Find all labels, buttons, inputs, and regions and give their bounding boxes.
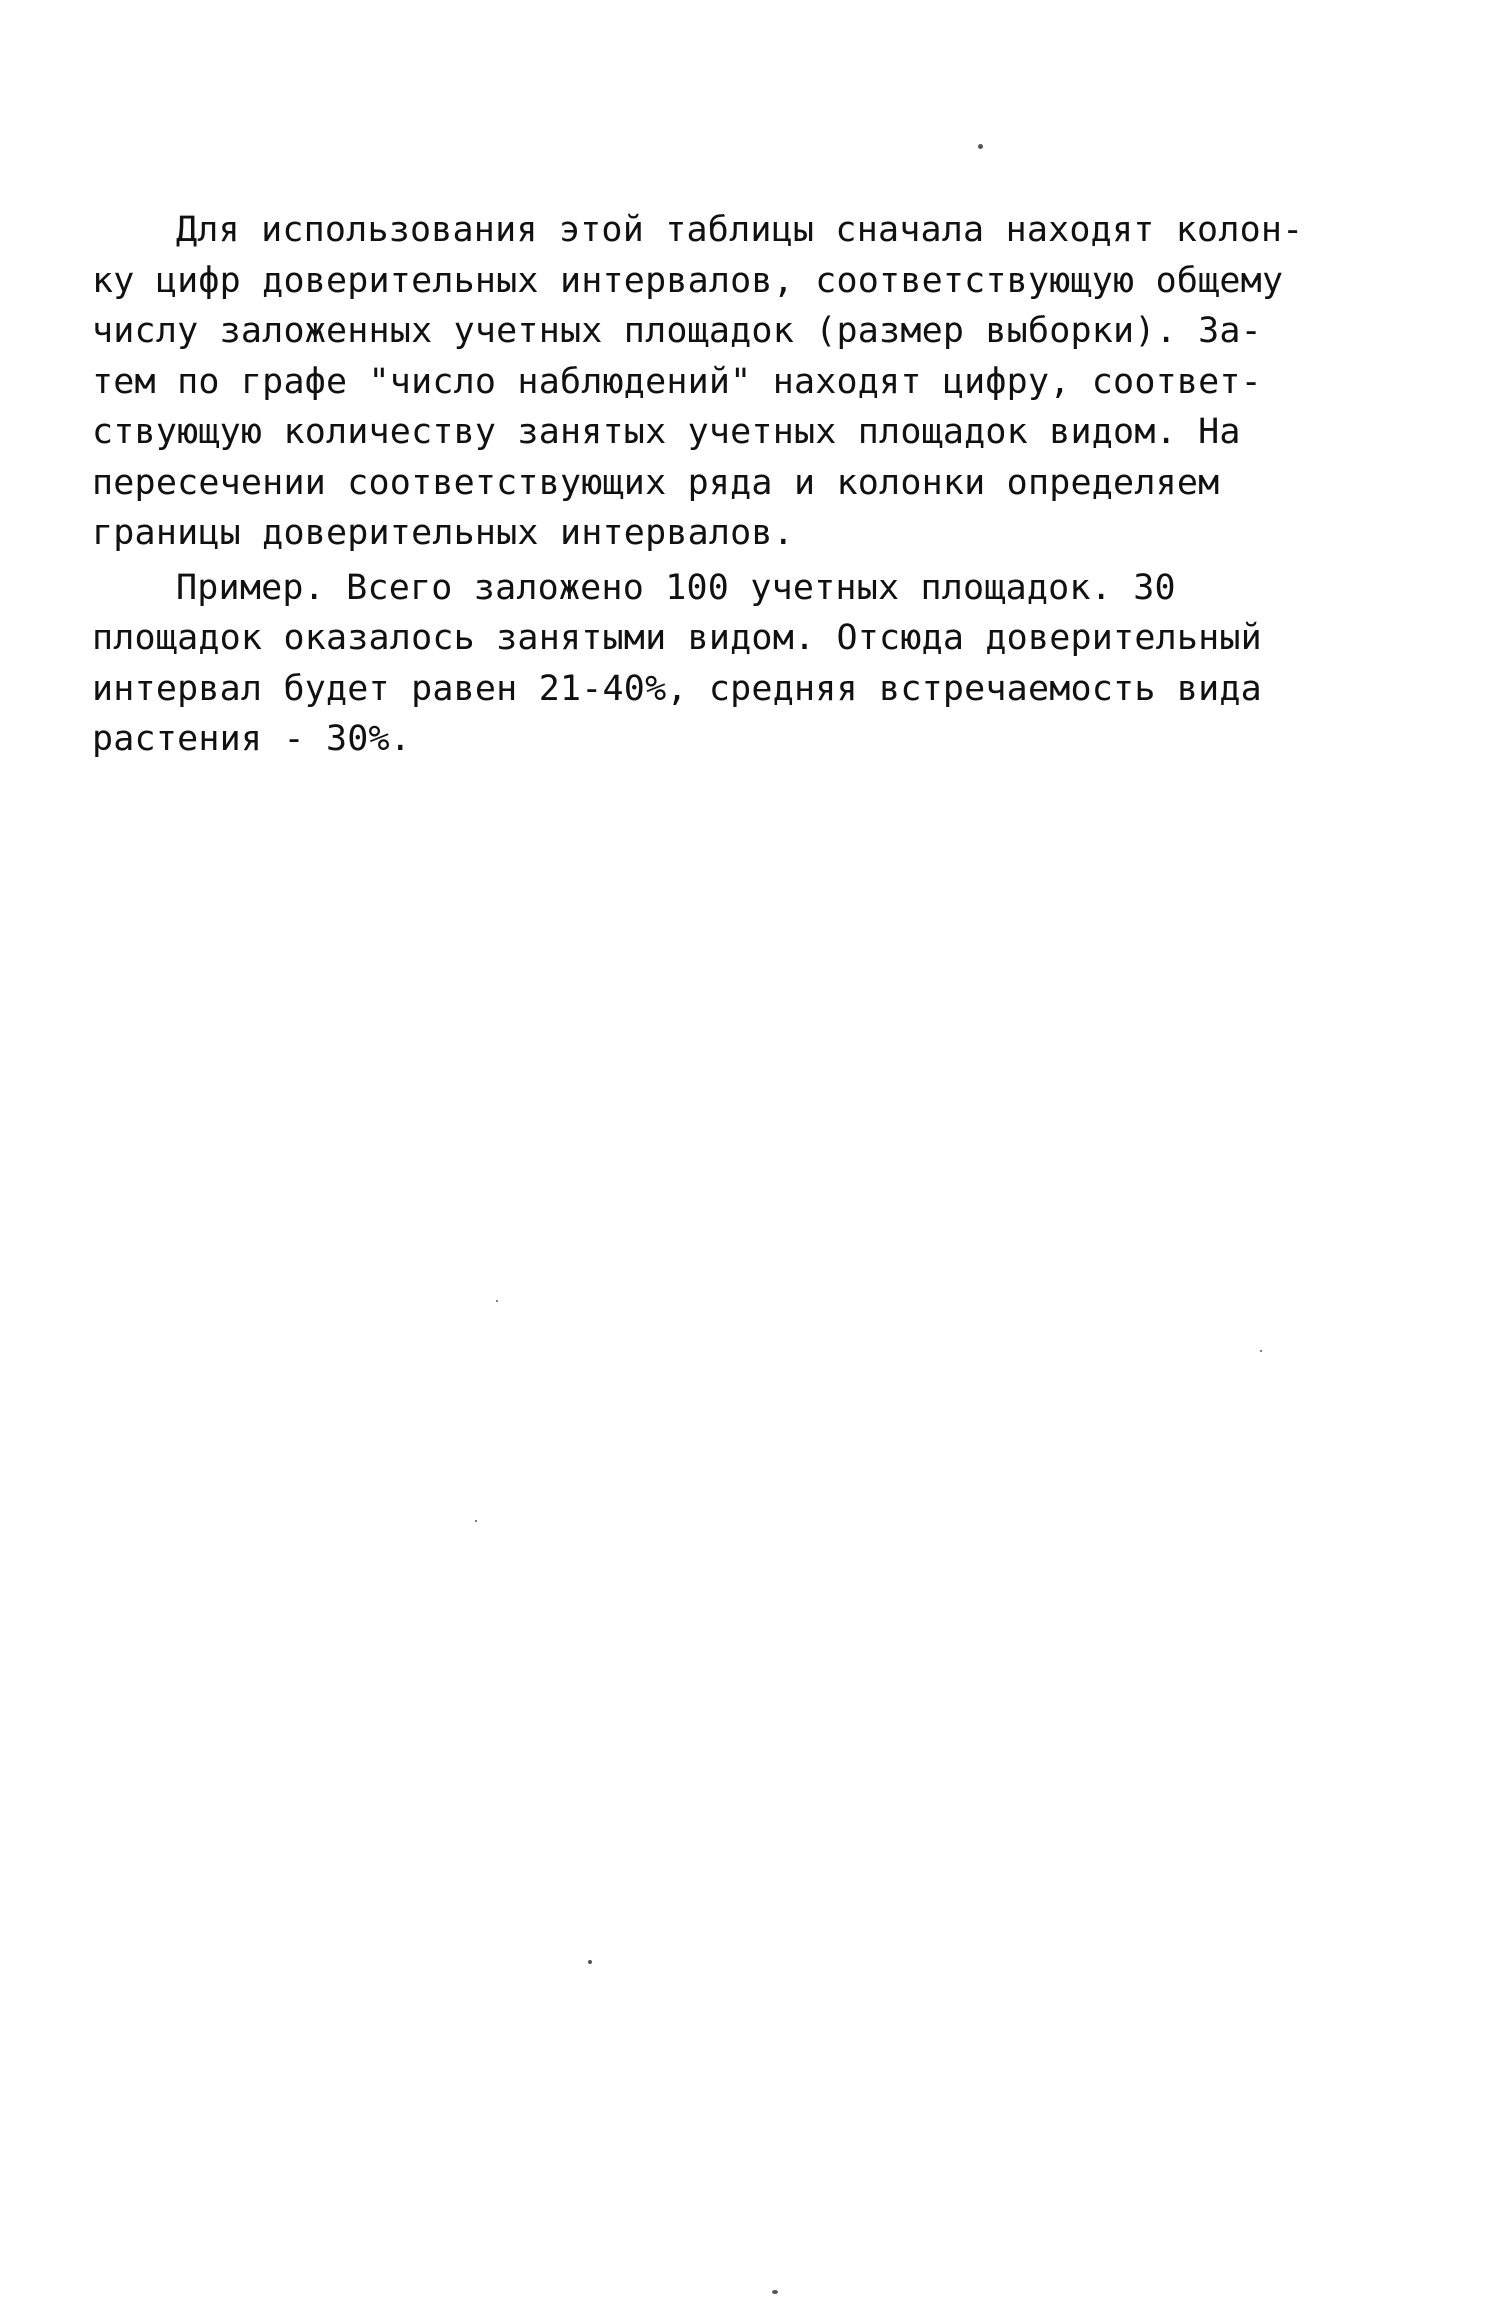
body-text xyxy=(92,205,1412,765)
paragraph-line: границы доверительных интервалов. xyxy=(92,513,794,553)
paragraph-example xyxy=(92,563,1412,765)
paragraph-line: тем по графе "число наблюдений" находят цифру, соответ- xyxy=(92,361,1262,402)
paragraph-line: ствующую количеству занятых учетных площадок видом. На xyxy=(92,412,1241,452)
scan-speck xyxy=(475,1520,477,1522)
scan-speck xyxy=(496,1300,498,1302)
scan-speck xyxy=(588,1960,592,1964)
paragraph-line: числу заложенных учетных площадок (размер выборки). За- xyxy=(92,311,1262,351)
paragraph-line: интервал будет равен 21-40%, средняя встречаемость вида xyxy=(92,668,1262,709)
paragraph-line: ку цифр доверительных интервалов, соответствующую общему xyxy=(92,260,1284,301)
paragraph-line: растения - 30%. xyxy=(92,719,412,759)
scan-speck xyxy=(1260,1350,1262,1352)
paragraph-line: Для использования этой таблицы сначала находят колон- xyxy=(176,210,1304,250)
scan-speck xyxy=(772,2290,778,2294)
scan-speck xyxy=(978,144,983,149)
paragraph-line: площадок оказалось занятыми видом. Отсюда доверительный xyxy=(92,618,1262,658)
paragraph-table-usage xyxy=(92,205,1412,559)
paragraph-line: Пример. Всего заложено 100 учетных площадок. 30 xyxy=(176,567,1176,608)
paragraph-line: пересечении соответствующих ряда и колонки определяем xyxy=(92,462,1220,503)
